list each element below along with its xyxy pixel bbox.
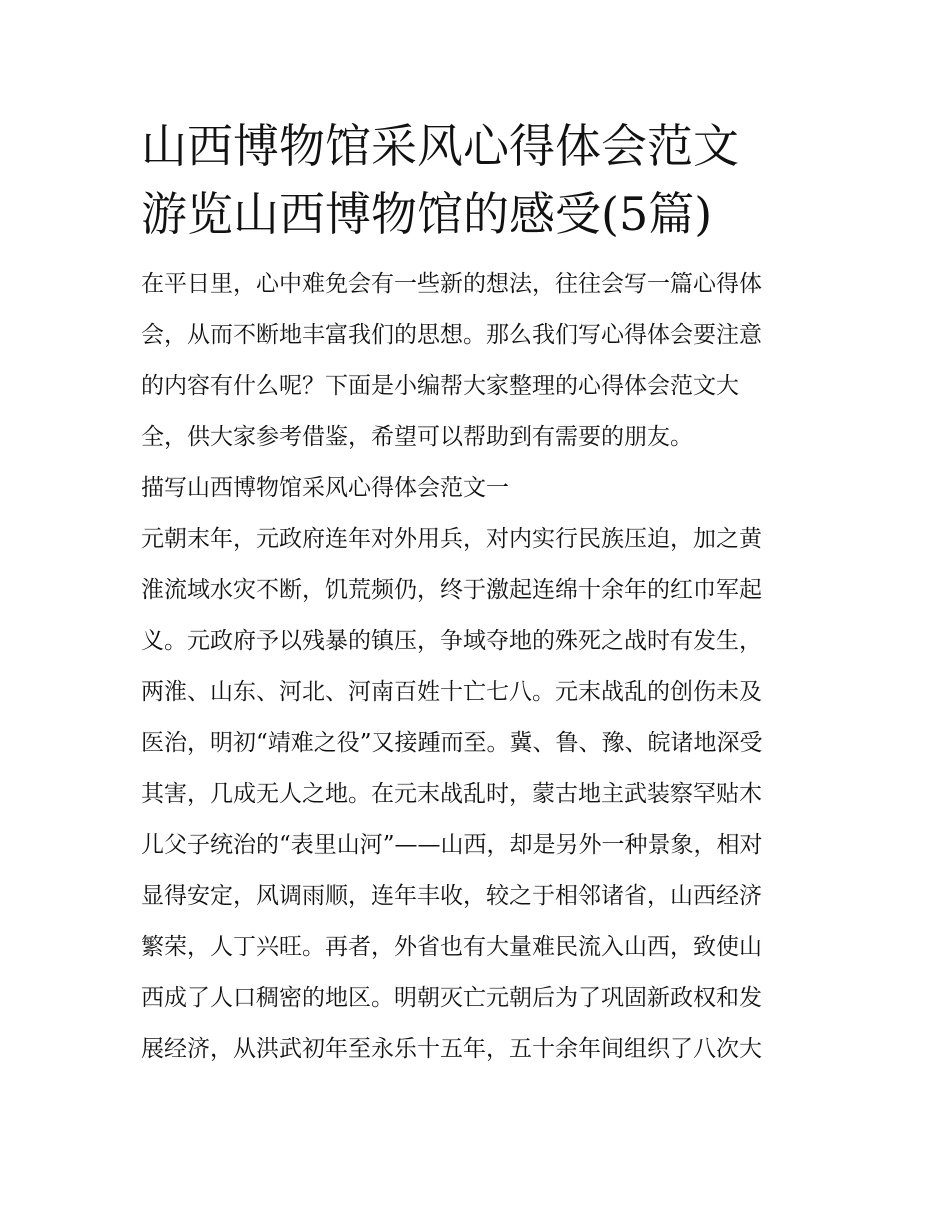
text-line: 淮流域水灾不断，饥荒频仍，终于激起连绵十余年的红巾军起 (141, 577, 762, 603)
text-line: 两淮、山东、河北、河南百姓十亡七八。元末战乱的创伤未及 (141, 679, 762, 705)
text-line: 在平日里，心中难免会有一些新的想法，往往会写一篇心得体 (141, 271, 762, 297)
section-heading: 描写山西博物馆采风心得体会范文一 (141, 475, 509, 501)
text-line: 医治，明初“靖难之役”又接踵而至。冀、鲁、豫、皖诸地深受 (141, 730, 763, 756)
text-line: 全，供大家参考借鉴，希望可以帮助到有需要的朋友。 (141, 424, 693, 450)
document-page (141, 112, 813, 1075)
text-line: 元朝末年，元政府连年对外用兵，对内实行民族压迫，加之黄 (141, 526, 762, 552)
text-line: 展经济，从洪武初年至永乐十五年，五十余年间组织了八次大 (141, 1036, 762, 1062)
text-line: 繁荣，人丁兴旺。再者，外省也有大量难民流入山西，致使山 (141, 934, 762, 960)
document-body (141, 259, 813, 1075)
title-line: 山西博物馆采风心得体会范文 (141, 119, 739, 173)
text-line: 儿父子统治的“表里山河”——山西，却是另外一种景象，相对 (141, 832, 763, 858)
intro-paragraph (141, 259, 813, 463)
title-line: 游览山西博物馆的感受(5篇) (141, 187, 713, 241)
text-line: 显得安定，风调雨顺，连年丰收，较之于相邻诸省，山西经济 (141, 883, 762, 909)
text-line: 西成了人口稠密的地区。明朝灭亡元朝后为了巩固新政权和发 (141, 985, 762, 1011)
text-line: 义。元政府予以残暴的镇压，争域夺地的殊死之战时有发生， (141, 628, 762, 654)
section-paragraph (141, 514, 813, 1075)
text-line: 会，从而不断地丰富我们的思想。那么我们写心得体会要注意 (141, 322, 762, 348)
text-line: 的内容有什么呢？下面是小编帮大家整理的心得体会范文大 (141, 373, 739, 399)
document-title (141, 112, 813, 248)
text-line: 其害，几成无人之地。在元末战乱时，蒙古地主武装察罕贴木 (141, 781, 762, 807)
